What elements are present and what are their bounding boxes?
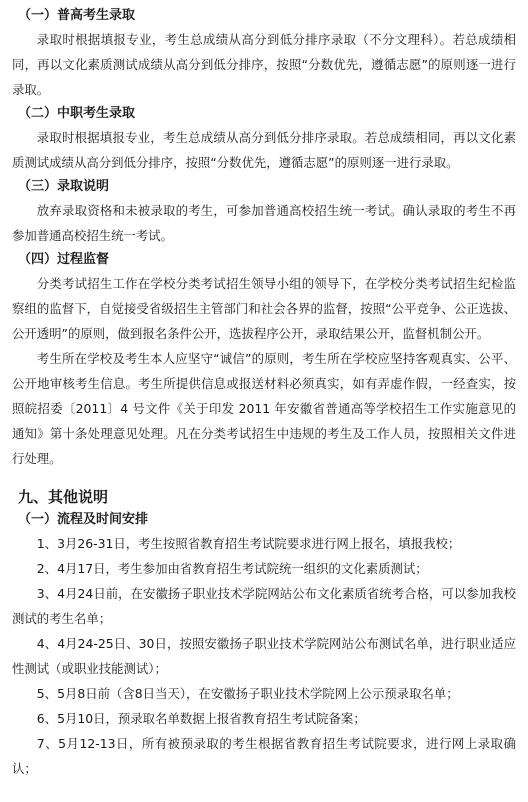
heading-process-schedule: （一）流程及时间安排	[18, 512, 149, 527]
heading-vocational-admission: （二）中职考生录取	[18, 106, 136, 121]
schedule-item-1: 1、3月26-31日，考生按照省教育招生考试院要求进行网上报名，填报我校；	[36, 536, 461, 551]
schedule-item-3: 3、4月24日前，在安徽扬子职业技术学院网站公布文化素质省统考合格，可以参加我校测试的考生名单；	[12, 586, 516, 626]
paragraph-vocational-admission: 录取时根据填报专业，考生总成绩从高分到低分排序录取。若总成绩相同，再以文化素质测试成绩从高分到低分排序，按照“分数优先，遵循志愿”的原则逐一进行录取。	[12, 130, 516, 170]
paragraph-supervision-2: 考生所在学校及考生本人应坚守“诚信”的原则，考生所在学校应坚持客观真实、公平、公开地审核考生信息。考生所提供信息或报送材料必须真实，如有弄虚作假，一经查实，按照皖招委〔2011〕4 号文件《关于印发 2011 年安徽省普通高等学校招生工作实施意见的通知》第十条处理意见处理。凡在分类考试招生中违规的考生及工作人员，按照相关文件进行处理。	[12, 351, 516, 466]
heading-admission-notes: （三）录取说明	[18, 179, 110, 194]
paragraph-supervision-1: 分类考试招生工作在学校分类考试招生领导小组的领导下，在学校分类考试招生纪检监察组的监督下，自觉接受省级招生主管部门和社会各界的监督，按照“公平竞争、公正选拔、公开透明”的原则，做到报名条件公开，选拔程序公开，录取结果公开，监督机制公开。	[12, 276, 516, 341]
schedule-item-5: 5、5月8日前（含8日当天），在安徽扬子职业技术学院网上公示预录取名单；	[36, 686, 459, 701]
heading-general-admission: （一）普高考生录取	[18, 8, 136, 23]
paragraph-general-admission: 录取时根据填报专业，考生总成绩从高分到低分排序录取（不分文理科）。若总成绩相同，再以文化素质测试成绩从高分到低分排序，按照“分数优先，遵循志愿”的原则逐一进行录取。	[12, 32, 516, 97]
paragraph-admission-notes: 放弃录取资格和未被录取的考生，可参加普通高校招生统一考试。确认录取的考生不再参加普通高校招生统一考试。	[12, 203, 516, 243]
schedule-item-2: 2、4月17日，考生参加由省教育招生考试院统一组织的文化素质测试；	[36, 561, 428, 576]
chapter-heading-other: 九、其他说明	[18, 488, 109, 506]
schedule-item-6: 6、5月10日，预录取名单数据上报省教育招生考试院备案；	[36, 711, 366, 726]
schedule-item-4: 4、4月24-25日、30日，按照安徽扬子职业技术学院网站公布测试名单，进行职业适应性测试（或职业技能测试）；	[12, 636, 516, 676]
schedule-item-7: 7、5月12-13日，所有被预录取的考生根据省教育招生考试院要求，进行网上录取确认；	[12, 736, 516, 776]
heading-process-supervision: （四）过程监督	[18, 252, 110, 267]
